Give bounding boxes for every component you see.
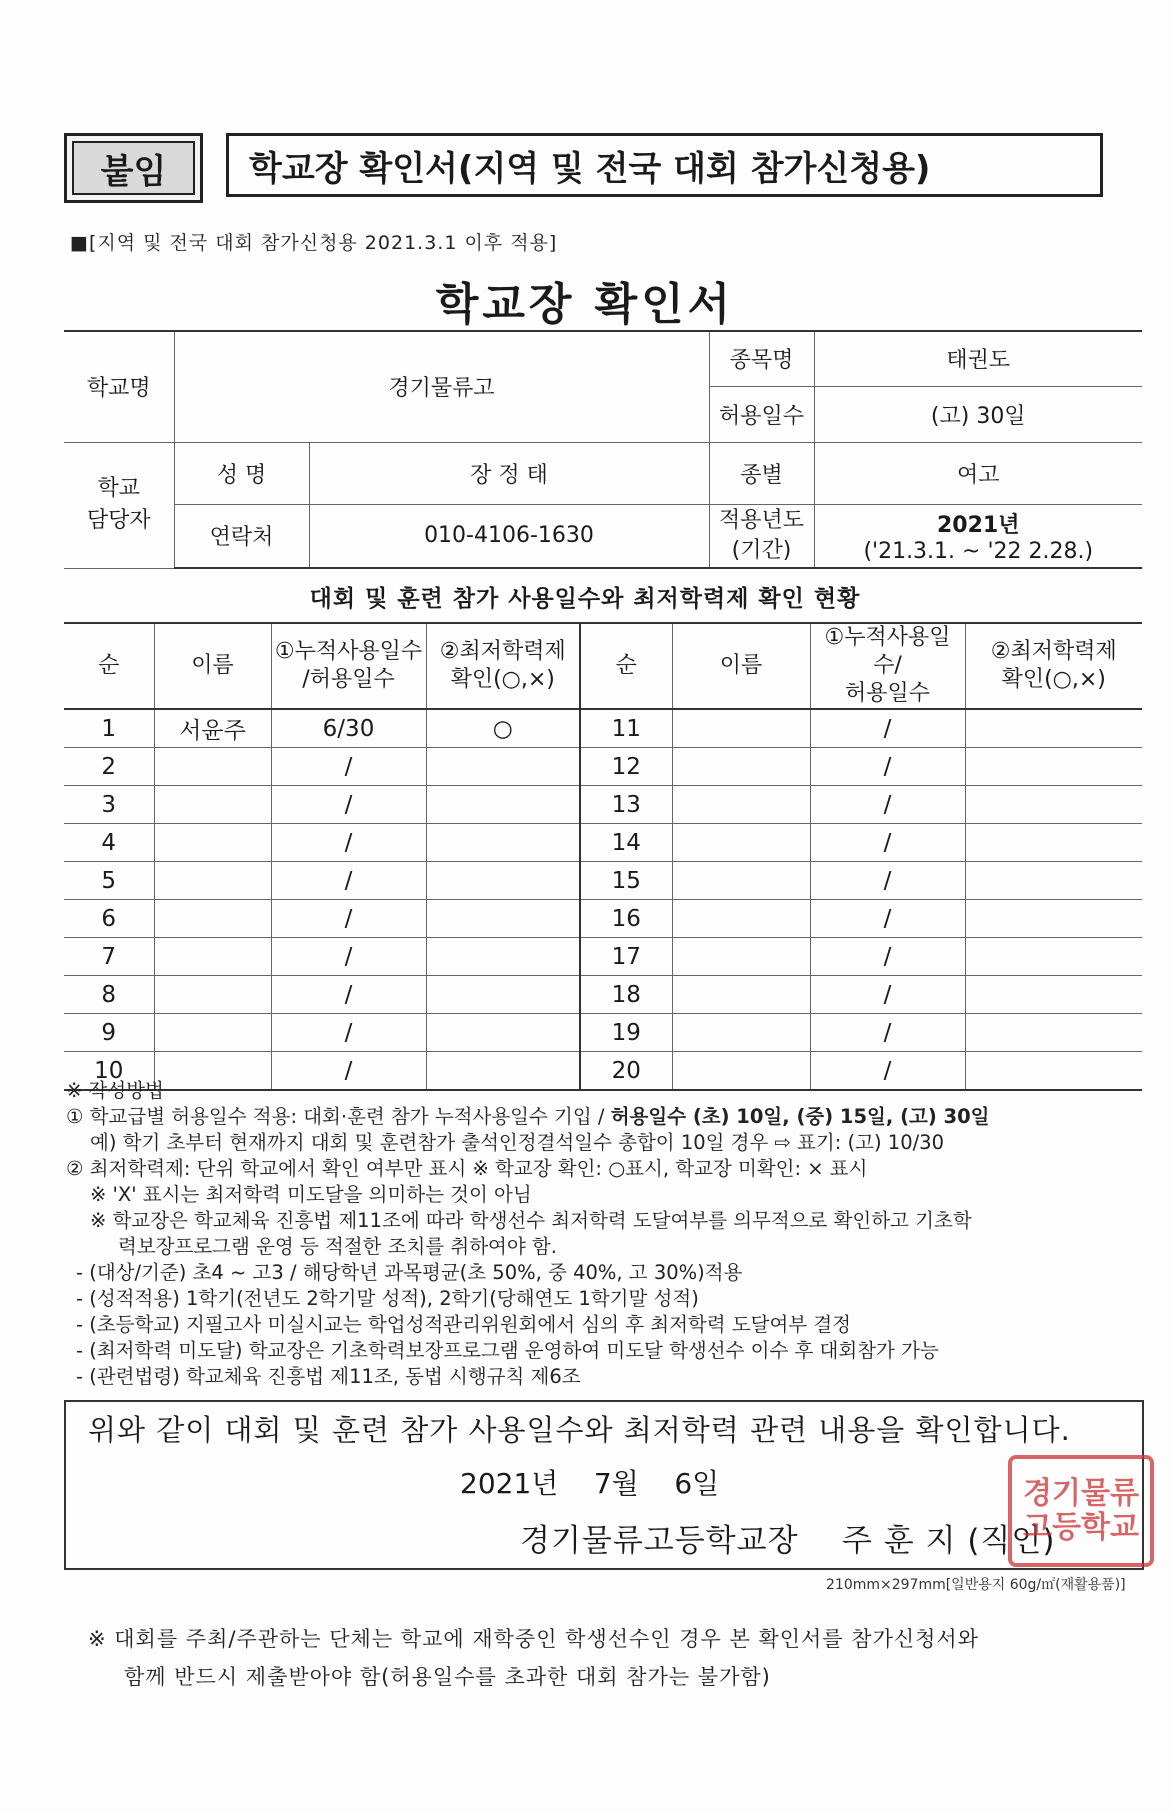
- official-seal: 경기물류 고등학교: [1008, 1455, 1154, 1567]
- table-cell: [965, 1014, 1142, 1052]
- table-cell: 1: [64, 709, 154, 748]
- table-cell: /: [271, 748, 426, 786]
- sport-value: 태권도: [814, 331, 1142, 386]
- table-cell: 3: [64, 786, 154, 824]
- manager-label: 학교 담당자: [64, 442, 174, 568]
- footnote-line-1: ※ 대회를 주최/주관하는 단체는 학교에 재학중인 학생선수인 경우 본 확인서를 참가신청서와: [88, 1627, 980, 1651]
- table-cell: 9: [64, 1014, 154, 1052]
- table-row: [64, 938, 1142, 976]
- table-cell: [426, 938, 580, 976]
- table-cell: [965, 862, 1142, 900]
- table-cell: [154, 938, 271, 976]
- instructions: [66, 1078, 1156, 1390]
- column-header: ②최저학력제 확인(○,×): [965, 623, 1142, 709]
- table-cell: /: [271, 976, 426, 1014]
- note-1-example: 예) 학기 초부터 현재까지 대회 및 훈련참가 출석인정결석일수 총합이 10일 경우 ⇨ 표기: (고) 10/30: [90, 1131, 944, 1154]
- year-label: 적용년도 (기간): [709, 504, 814, 568]
- table-cell: /: [810, 786, 965, 824]
- contact-label: 연락처: [174, 504, 309, 568]
- table-cell: /: [271, 786, 426, 824]
- table-cell: ○: [426, 709, 580, 748]
- table-cell: /: [810, 709, 965, 748]
- column-header: ①누적사용일수/ 허용일수: [810, 623, 965, 709]
- submission-footnote: [88, 1620, 979, 1696]
- table-cell: [154, 976, 271, 1014]
- attachment-tag: 붙임: [64, 133, 203, 203]
- school-name-value: 경기물류고: [174, 331, 709, 442]
- note-2-b1: ※ 학교장은 학교체육 진흥법 제11조에 따라 학생선수 최저학력 도달여부를 의무적으로 확인하고 기초학: [90, 1209, 972, 1232]
- document-title: 학교장 확인서: [435, 279, 735, 330]
- column-header: ①누적사용일수 /허용일수: [271, 623, 426, 709]
- table-cell: 8: [64, 976, 154, 1014]
- table-row: [64, 748, 1142, 786]
- table-cell: [965, 748, 1142, 786]
- table-cell: [426, 976, 580, 1014]
- header-title: 학교장 확인서(지역 및 전국 대회 참가신청용): [226, 133, 1103, 197]
- school-info-table: [64, 330, 1142, 569]
- school-name-label: 학교명: [64, 331, 174, 442]
- paper-size-note: 210mm×297mm[일반용지 60g/㎡(재활용품)]: [826, 1577, 1126, 1593]
- notes-heading: ※ 작성방법: [66, 1079, 164, 1102]
- column-header: ②최저학력제 확인(○,×): [426, 623, 580, 709]
- table-cell: [672, 862, 810, 900]
- gender-value: 여고: [814, 442, 1142, 504]
- table-cell: 19: [580, 1014, 672, 1052]
- table-cell: [426, 786, 580, 824]
- table-cell: [154, 900, 271, 938]
- allowed-days-label: 허용일수: [709, 386, 814, 442]
- table-cell: [965, 824, 1142, 862]
- table-cell: 20: [580, 1052, 672, 1091]
- table-cell: [965, 976, 1142, 1014]
- table-cell: [426, 900, 580, 938]
- table-cell: 10: [64, 1052, 154, 1091]
- note-2-a: ※ 'X' 표시는 최저학력 미도달을 의미하는 것이 아님: [90, 1183, 532, 1206]
- table-row: [64, 900, 1142, 938]
- table-cell: 2: [64, 748, 154, 786]
- year-period: ('21.3.1. ~ '22 2.28.): [863, 538, 1094, 564]
- applicability-note: ■[지역 및 전국 대회 참가신청용 2021.3.1 이후 적용]: [70, 232, 558, 254]
- table-cell: 6: [64, 900, 154, 938]
- table-row: [64, 709, 1142, 748]
- note-2-b2: 력보장프로그램 운영 등 적절한 조치를 취하여야 함.: [118, 1235, 557, 1258]
- footnote-line-2: 함께 반드시 제출받아야 함(허용일수를 초과한 대회 참가는 불가함): [124, 1665, 771, 1689]
- table-cell: /: [810, 824, 965, 862]
- table-row: [64, 1014, 1142, 1052]
- detail-4: - (최저학력 미도달) 학교장은 기초학력보장프로그램 운영하여 미도달 학생선수 이수 후 대회참가 가능: [76, 1339, 939, 1362]
- table-cell: /: [810, 938, 965, 976]
- table-cell: /: [271, 900, 426, 938]
- table-cell: /: [810, 1014, 965, 1052]
- table-cell: 6/30: [271, 709, 426, 748]
- table-cell: 서윤주: [154, 709, 271, 748]
- confirmation-statement: 위와 같이 대회 및 훈련 참가 사용일수와 최저학력 관련 내용을 확인합니다.: [88, 1413, 1071, 1447]
- table-cell: 5: [64, 862, 154, 900]
- table-cell: 7: [64, 938, 154, 976]
- detail-1: - (대상/기준) 초4 ~ 고3 / 해당학년 과목평균(초 50%, 중 40%, 고 30%)적용: [76, 1261, 743, 1284]
- detail-2: - (성적적용) 1학기(전년도 2학기말 성적), 2학기(당해연도 1학기말 성적): [76, 1287, 699, 1310]
- table-cell: [965, 709, 1142, 748]
- confirmation-date: 2021년 7월 6일: [460, 1467, 720, 1500]
- table-cell: [154, 786, 271, 824]
- table-row: [64, 824, 1142, 862]
- contact-value: 010-4106-1630: [309, 504, 709, 568]
- table-cell: /: [810, 748, 965, 786]
- table-cell: [672, 976, 810, 1014]
- table-cell: /: [810, 1052, 965, 1091]
- table-cell: 14: [580, 824, 672, 862]
- table-cell: [154, 862, 271, 900]
- table-cell: [426, 824, 580, 862]
- table-cell: [154, 1014, 271, 1052]
- table-cell: 12: [580, 748, 672, 786]
- table-cell: [672, 938, 810, 976]
- table-cell: [154, 748, 271, 786]
- note-1: ① 학교급별 허용일수 적용: 대회·훈련 참가 누적사용일수 기입 / 허용일수 (초) 10일, (중) 15일, (고) 30일: [66, 1105, 990, 1128]
- table-cell: [965, 938, 1142, 976]
- manager-name-value: 장 정 태: [309, 442, 709, 504]
- table-cell: [672, 900, 810, 938]
- table-cell: 18: [580, 976, 672, 1014]
- table-cell: 13: [580, 786, 672, 824]
- table-cell: /: [271, 824, 426, 862]
- table-cell: [672, 709, 810, 748]
- table-cell: [965, 900, 1142, 938]
- table-cell: /: [271, 862, 426, 900]
- manager-name-label: 성 명: [174, 442, 309, 504]
- table-cell: 15: [580, 862, 672, 900]
- table-row: [64, 976, 1142, 1014]
- gender-label: 종별: [709, 442, 814, 504]
- table-row: [64, 786, 1142, 824]
- table-cell: 11: [580, 709, 672, 748]
- table-cell: /: [271, 938, 426, 976]
- table-cell: 4: [64, 824, 154, 862]
- sport-label: 종목명: [709, 331, 814, 386]
- column-header: 이름: [154, 623, 271, 709]
- table-cell: [672, 824, 810, 862]
- table-cell: [672, 748, 810, 786]
- note-2: ② 최저학력제: 단위 학교에서 확인 여부만 표시 ※ 학교장 확인: ○표시, 학교장 미확인: × 표시: [66, 1157, 868, 1180]
- table-cell: 16: [580, 900, 672, 938]
- section-title: 대회 및 훈련 참가 사용일수와 최저학력제 확인 현황: [309, 586, 861, 612]
- principal-signature: 경기물류고등학교장 주 훈 지 (직인): [520, 1523, 1056, 1559]
- allowed-days-value: (고) 30일: [814, 386, 1142, 442]
- table-cell: 17: [580, 938, 672, 976]
- table-cell: [965, 786, 1142, 824]
- table-header-row: [64, 623, 1142, 709]
- table-cell: [426, 748, 580, 786]
- table-cell: /: [810, 976, 965, 1014]
- table-cell: [154, 824, 271, 862]
- table-cell: /: [271, 1014, 426, 1052]
- table-cell: /: [271, 1052, 426, 1091]
- column-header: 순: [580, 623, 672, 709]
- column-header: 순: [64, 623, 154, 709]
- table-cell: /: [810, 862, 965, 900]
- detail-3: - (초등학교) 지필고사 미실시교는 학업성적관리위원회에서 심의 후 최저학력 도달여부 결정: [76, 1313, 852, 1336]
- table-row: [64, 862, 1142, 900]
- table-cell: /: [810, 900, 965, 938]
- year-cell: [814, 504, 1142, 568]
- table-cell: [672, 786, 810, 824]
- table-cell: [426, 862, 580, 900]
- table-cell: [426, 1014, 580, 1052]
- table-cell: [672, 1014, 810, 1052]
- detail-5: - (관련법령) 학교체육 진흥법 제11조, 동법 시행규칙 제6조: [76, 1365, 581, 1388]
- column-header: 이름: [672, 623, 810, 709]
- year-value: 2021년: [937, 512, 1020, 538]
- participation-table: [64, 622, 1142, 1091]
